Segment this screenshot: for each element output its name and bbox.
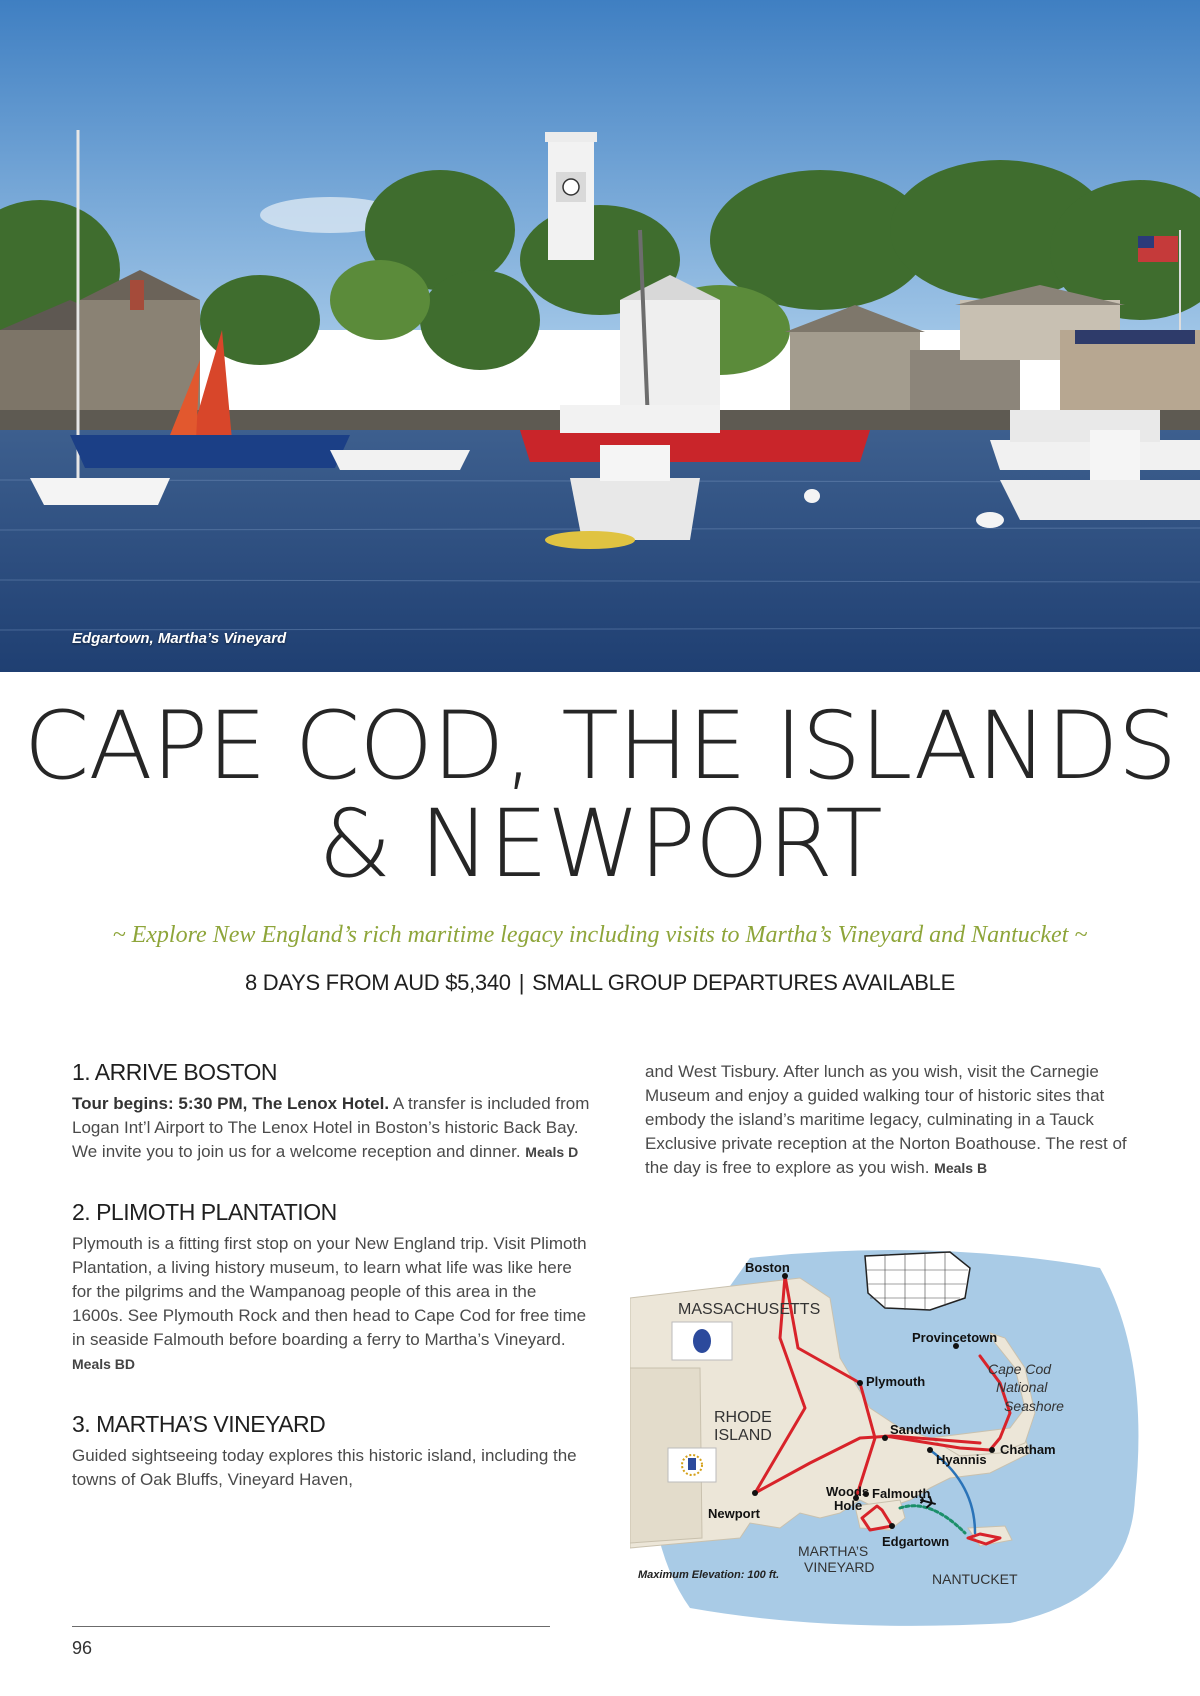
itinerary-left-column [72, 1060, 592, 1528]
label-rhode: RHODE [714, 1409, 772, 1426]
label-marthas-1: MARTHA’S [798, 1543, 869, 1559]
label-nantucket: NANTUCKET [932, 1571, 1018, 1587]
plymouth-marker [857, 1380, 863, 1386]
day-2-heading: 2. PLIMOTH PLANTATION [72, 1199, 337, 1225]
sandwich-marker [882, 1435, 888, 1441]
label-elevation: Maximum Elevation: 100 ft. [638, 1569, 780, 1581]
footer-rule [72, 1626, 550, 1627]
label-hole: Hole [834, 1498, 863, 1513]
tour-facts [0, 970, 1200, 996]
tour-tagline: ~ Explore New England’s rich maritime legacy including visits to Martha’s Vineyard and Nantucket ~ [112, 922, 1088, 948]
label-chatham: Chatham [1000, 1442, 1056, 1457]
label-falmouth: Falmouth [872, 1486, 931, 1501]
tour-title-line-1: CAPE COD, THE ISLANDS [23, 692, 1177, 801]
label-marthas-2: VINEYARD [804, 1559, 875, 1575]
day-3-heading: 3. MARTHA’S VINEYARD [72, 1411, 326, 1437]
route-map [630, 1238, 1150, 1628]
harbor-illustration [0, 0, 1200, 672]
photo-caption: Edgartown, Martha’s Vineyard [72, 630, 287, 647]
day-3-meals: Meals B [934, 1160, 988, 1176]
itinerary-right-column [645, 1060, 1145, 1180]
label-island: ISLAND [714, 1427, 772, 1444]
usa-inset-map [865, 1252, 970, 1310]
label-sandwich: Sandwich [890, 1422, 951, 1437]
hero-photo [0, 0, 1200, 672]
tour-title [0, 692, 1200, 899]
newport-marker [752, 1490, 758, 1496]
label-woods: Woods [826, 1484, 870, 1499]
label-seashore-1: Cape Cod [988, 1361, 1052, 1377]
hyannis-marker [927, 1447, 933, 1453]
facts-separator: | [518, 970, 525, 995]
label-edgartown: Edgartown [882, 1534, 950, 1549]
tour-title-line-2: & NEWPORT [318, 790, 882, 899]
day-1-text [72, 1092, 592, 1164]
itinerary-day-1 [72, 1060, 592, 1164]
day-1-lead: Tour begins: 5:30 PM, The Lenox Hotel. [72, 1094, 390, 1113]
label-boston: Boston [745, 1260, 790, 1275]
label-hyannis: Hyannis [936, 1452, 987, 1467]
itinerary-day-3 [72, 1412, 592, 1492]
day-1-meals: Meals D [525, 1144, 579, 1160]
page-number: 96 [72, 1638, 93, 1658]
edgartown-marker [889, 1523, 895, 1529]
label-newport: Newport [708, 1506, 760, 1521]
label-seashore-3: Seashore [1004, 1398, 1064, 1414]
label-massachusetts: MASSACHUSETTS [678, 1301, 821, 1318]
label-plymouth: Plymouth [866, 1374, 926, 1389]
day-2-body: Plymouth is a fitting first stop on your New England trip. Visit Plimoth Plantation, a living history museum, to learn what life was like here for the pilgrims and the Wampanoag people of this area in the 1600s. See Plymouth Rock and then head to Cape Cod for free time in seaside Falmouth before boarding a ferry to Martha’s Vineyard. [72, 1234, 587, 1349]
label-provincetown: Provincetown [912, 1330, 998, 1345]
duration-price: 8 DAYS FROM AUD $5,340 [245, 970, 511, 995]
day-3-text-continued [645, 1060, 1145, 1180]
label-seashore-2: National [996, 1379, 1048, 1395]
departures-info: SMALL GROUP DEPARTURES AVAILABLE [532, 970, 955, 995]
day-2-meals: Meals BD [72, 1356, 136, 1372]
chatham-marker [989, 1447, 995, 1453]
route-map-graphic [630, 1238, 1150, 1628]
day-2-text [72, 1232, 592, 1376]
day-1-body: A transfer is included from Logan Int’l Airport to The Lenox Hotel in Boston’s historic Back Bay. We invite you to join us for a welcome reception and dinner. [72, 1094, 590, 1161]
rhode-island-flag [668, 1448, 716, 1482]
day-3-text-start: Guided sightseeing today explores this historic island, including the towns of Oak Bluffs, Vineyard Haven, [72, 1446, 577, 1489]
massachusetts-flag [672, 1322, 732, 1360]
day-3-body-continued: and West Tisbury. After lunch as you wish, visit the Carnegie Museum and enjoy a guided walking tour of historic sites that embody the island’s maritime legacy, culminating in a Tauck Exclusive private reception at the Norton Boathouse. The rest of the day is free to explore as you wish. [645, 1062, 1127, 1177]
itinerary-day-2 [72, 1200, 592, 1376]
day-1-heading: 1. ARRIVE BOSTON [72, 1059, 278, 1085]
